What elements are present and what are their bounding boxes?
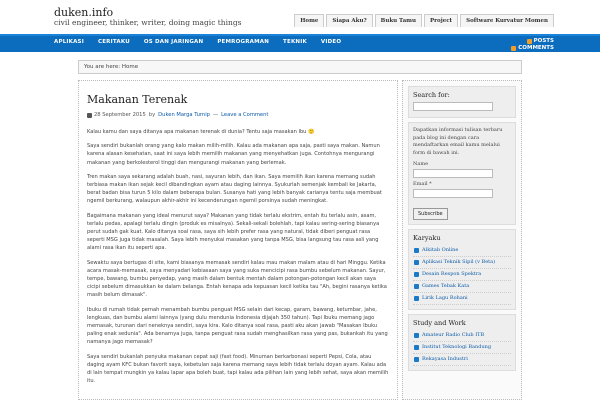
rss-icon bbox=[527, 39, 532, 44]
link-icon bbox=[414, 272, 419, 277]
site-title[interactable]: duken.info bbox=[54, 6, 114, 19]
main-content bbox=[78, 80, 398, 400]
karyaku-link[interactable]: Aplikasi Teknik Sipil (v Beta) bbox=[422, 259, 496, 265]
site-tagline: civil engineer, thinker, writer, doing magic things bbox=[54, 18, 242, 27]
comment-link[interactable]: Leave a Comment bbox=[221, 112, 269, 118]
email-field[interactable] bbox=[413, 189, 493, 198]
top-menu-home[interactable]: Home bbox=[294, 14, 324, 27]
link-icon bbox=[414, 345, 419, 350]
subscribe-button[interactable]: Subscribe bbox=[413, 208, 448, 220]
search-widget bbox=[408, 86, 516, 118]
post-paragraph: Saya sendiri bukanlah penyuka makanan cepat saji (fast food). Minuman berkarbonasi seperti Pepsi, Cola, atau daging ayam KFC bukan favorit saya, kebetulan saja karena memang saya lebih tidak terlalu doyan ayam. Kalau ada di lain tempat mungkin ya kalau lapar apa boleh buat, tapi kalau ada pilihan lain yang lebih sehat, saya akan memilih itu. bbox=[87, 353, 389, 385]
nav-item-pemrograman[interactable]: PEMROGRAMAN bbox=[217, 39, 270, 45]
study-link[interactable]: Rekayasa Industri bbox=[422, 356, 468, 362]
list-item[interactable] bbox=[413, 257, 511, 269]
comments-feed-link[interactable] bbox=[511, 45, 554, 52]
list-item[interactable] bbox=[413, 342, 511, 354]
list-item[interactable] bbox=[413, 330, 511, 342]
posts-feed-label: POSTS bbox=[533, 38, 554, 44]
comments-feed-label: COMMENTS bbox=[518, 45, 554, 51]
email-label: Email * bbox=[413, 181, 432, 187]
list-item[interactable] bbox=[413, 281, 511, 293]
link-icon bbox=[414, 357, 419, 362]
karyaku-link[interactable]: Desain Respon Spektra bbox=[422, 271, 482, 277]
top-menu bbox=[292, 14, 554, 27]
post-by: by bbox=[148, 112, 156, 118]
calendar-icon bbox=[87, 113, 92, 118]
post-title[interactable]: Makanan Terenak bbox=[87, 93, 188, 106]
search-input[interactable] bbox=[413, 102, 493, 111]
list-item[interactable] bbox=[413, 245, 511, 257]
karyaku-title: Karyaku bbox=[413, 234, 441, 242]
main-nav bbox=[0, 34, 600, 52]
karyaku-link[interactable]: Lirik Lagu Rohani bbox=[422, 295, 468, 301]
top-menu-siapa-aku[interactable]: Siapa Aku? bbox=[326, 14, 372, 27]
list-item[interactable] bbox=[413, 269, 511, 281]
study-link[interactable]: Amateur Radio Club ITB bbox=[422, 332, 485, 338]
post-date: 28 September 2015 bbox=[94, 112, 146, 118]
name-field[interactable] bbox=[413, 169, 493, 178]
link-icon bbox=[414, 248, 419, 253]
post-paragraph: Sewaktu saya bertugas di site, kami biasanya memasak sendiri kalau mau makan malam atau di hari Minggu. Ketika acara masak-memasak, saya menyadari kebiasaan saya yang suka mencicipi rasa bumbu sebelum makanan. Sayur, tempe, bawang, bumbu penyedap, yang masih dalam bentuk mentah dalam potongan-potongan kecil akan saya cicipi sebelum dimasukkan ke dalam belanga. Entah kenapa ada kepuasan kecil ketika tau "Ah, begini rasanya ketika masih belum dimasak". bbox=[87, 259, 387, 299]
breadcrumb: You are here: Home bbox=[78, 60, 522, 74]
study-link[interactable]: Institut Teknologi Bandung bbox=[422, 344, 492, 350]
rss-icon bbox=[511, 46, 516, 51]
post-paragraph: Ibuku di rumah tidak pernah menambah bumbu penguat MSG selain dari kecap, garam, bawang, ketumbar, jahe, lengkuas, dan bumbu alami lainnya (yang dulu mendunia Indonesia dijajah 350 tahun). Tapi Ibuku memang jago memasak, turunan dari neneknya sendiri, saya kira. Kalo ditanya soal rasa, pasti aku akan jawab "Masakan Ibuku paling enak sedunia". Ada benarnya juga, tanpa penguat rasa sudah menghasilkan rasa yang pas, bukankah itu yang namanya jago memasak? bbox=[87, 306, 388, 346]
nav-item-aplikasi[interactable]: APLIKASI bbox=[54, 39, 84, 45]
karyaku-link[interactable]: Games Tebak Kata bbox=[422, 283, 470, 289]
study-widget bbox=[408, 314, 516, 371]
meta-separator: — bbox=[212, 112, 219, 118]
link-icon bbox=[414, 260, 419, 265]
sidebar bbox=[402, 80, 522, 400]
post-author-link[interactable]: Duken Marga Turnip bbox=[158, 112, 210, 118]
link-icon bbox=[414, 284, 419, 289]
list-item[interactable] bbox=[413, 354, 511, 366]
top-menu-project[interactable]: Project bbox=[424, 14, 458, 27]
karyaku-widget bbox=[408, 229, 516, 310]
nav-item-teknik[interactable]: TEKNIK bbox=[283, 39, 307, 45]
nav-item-video[interactable]: VIDEO bbox=[320, 39, 342, 45]
posts-feed-link[interactable] bbox=[511, 38, 554, 45]
top-menu-buku-tamu[interactable]: Buku Tamu bbox=[375, 14, 422, 27]
post-meta bbox=[87, 112, 389, 118]
nav-item-ceritaku[interactable]: CERITAKU bbox=[97, 39, 130, 45]
study-title: Study and Work bbox=[413, 319, 466, 327]
post-paragraph: Bagaimana makanan yang ideal menurut saya? Makanan yang tidak terlalu ekstrim, entah itu terlalu asin, asam, terlalu pedas, apalagi terlalu dingin (produk es misalnya). Sekali-sekali bolehlah, tapi kalau sering-sering biasanya perut sudah gak kuat. Kalo ditanya soal rasa, saya sih lebih prefer rasa yang natural, tidak diberi penguat rasa seperti MSG juga tidak masalah. Saya lebih menyukai masakan yang tanpa MSG, bisa langsung tau rasa asli yang alami rasa ikan itu seperti apa. bbox=[87, 212, 380, 252]
link-icon bbox=[414, 333, 419, 338]
nav-item-os-dan-jaringan[interactable]: OS DAN JARINGAN bbox=[143, 39, 204, 45]
top-menu-software-kurvatur-momen[interactable]: Software Kurvatur Momen bbox=[460, 14, 554, 27]
subscribe-text: Dapatkan informasi tulisan terbaru pada blog ini dengan cara mendaftarkan email kamu melalui form di bawah ini. bbox=[413, 127, 503, 156]
post-paragraph: Kalau kamu dan saya ditanya apa makanan terenak di dunia? Tentu saja masakan Ibu 🙂 bbox=[87, 129, 315, 135]
subscribe-widget bbox=[408, 122, 516, 225]
post-paragraph: Tren makan saya sekarang adalah buah, nasi, sayuran lebih, dan ikan. Saya memilih ikan karena memang sudah terbiasa makan ikan sejak kecil dibandingkan ayam atau daging lainnya. Syukurlah semenjak kembali ke Jakarta, berat badan bisa turun 5 kilo dalam beberapa bulan. Susanya hati yang lebih banyak carianya tentu saja membuat ngemil berkurang, walaupun akhir-akhir ini kecenderungan ngemil porsinya sudah meningkat. bbox=[87, 173, 382, 205]
link-icon bbox=[414, 296, 419, 301]
list-item[interactable] bbox=[413, 293, 511, 305]
name-label: Name bbox=[413, 161, 429, 167]
karyaku-link[interactable]: Alkitab Online bbox=[422, 247, 459, 253]
search-label: Search for: bbox=[413, 91, 450, 99]
post-paragraph: Saya sendiri bukanlah orang yang kalo makan milih-milih. Kalau ada makanan apa saja, pasti saya makan. Namun karena alasan kesehatan, saat ini saya lebih memilih makanan yang menyehatkan juga. Contohnya mengurangi makanan yang berkolesterol tinggi dan mengurangi makanan yang berlemak. bbox=[87, 143, 380, 166]
